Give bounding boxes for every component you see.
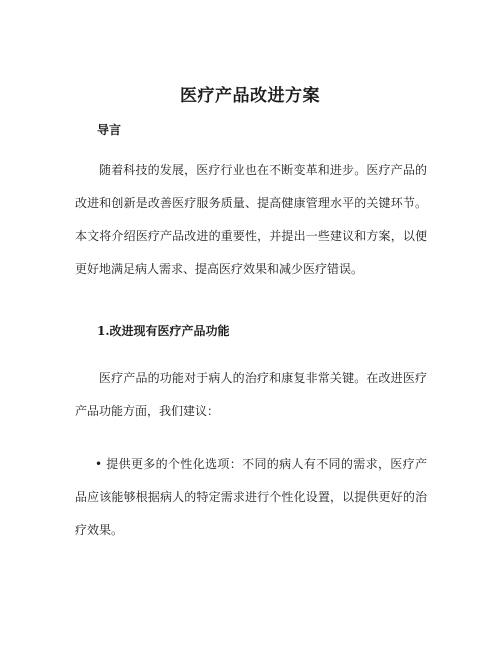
section1-paragraph: 医疗产品的功能对于病人的治疗和康复非常关键。在改进医疗产品功能方面，我们建议： (75, 371, 427, 418)
intro-heading: 导言 (97, 123, 122, 137)
section1-bullet: • 提供更多的个性化选项：不同的病人有不同的需求，医疗产品应该能够根据病人的特定需求进行个性化设置，以提供更好的治疗效果。 (75, 457, 427, 537)
intro-paragraph: 随着科技的发展，医疗行业也在不断变革和进步。医疗产品的改进和创新是改善医疗服务质量、提高健康管理水平的关键环节。本文将介绍医疗产品改进的重要性，并提出一些建议和方案，以便更好地满足病人需求、提高医疗效果和减少医疗错误。 (75, 163, 427, 276)
document-title: 医疗产品改进方案 (180, 86, 320, 106)
section1-heading: 1.改进现有医疗产品功能 (97, 324, 230, 338)
